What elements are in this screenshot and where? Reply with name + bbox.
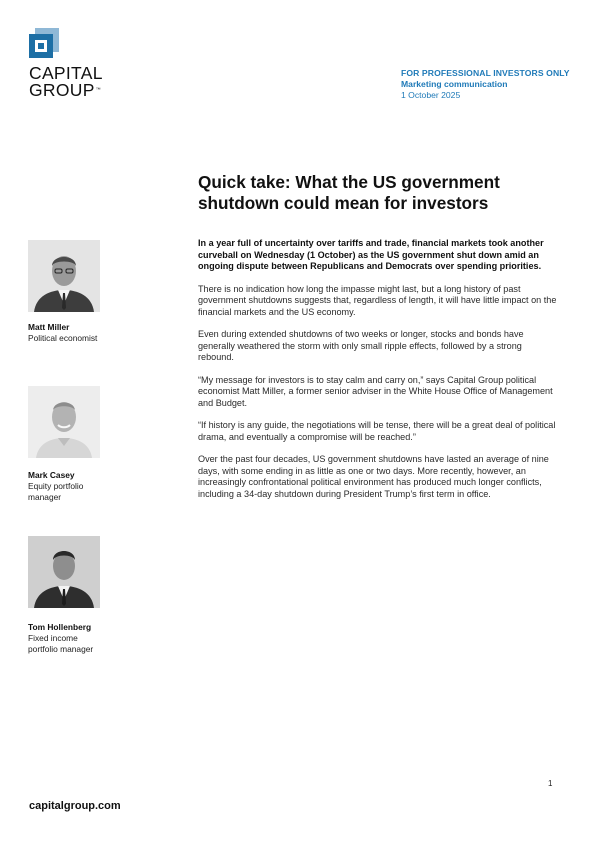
- author-role: Fixed income portfolio manager: [28, 633, 94, 654]
- portrait-icon: [28, 386, 100, 458]
- logo-mark-icon: [29, 28, 59, 58]
- portrait-icon: [28, 536, 100, 608]
- author-name: Mark Casey: [28, 470, 75, 480]
- logo-wordmark: [29, 65, 119, 99]
- author-card: [28, 536, 128, 655]
- author-card: [28, 386, 128, 503]
- author-role: Political economist: [28, 333, 98, 343]
- body-paragraph: There is no indication how long the impasse might last, but a long history of past government shutdowns suggests that, regardless of length, it will have little impact on the financial markets and the US economy.: [198, 283, 557, 317]
- author-role: Equity portfolio manager: [28, 481, 84, 502]
- body-paragraph: Even during extended shutdowns of two weeks or longer, stocks and bonds have generally weathered the storm with only small ripple effects, followed by a strong rebound.: [198, 329, 524, 362]
- audience-label: FOR PROFESSIONAL INVESTORS ONLY: [401, 68, 570, 78]
- trademark-symbol: ™: [95, 87, 101, 93]
- author-photo: [28, 386, 100, 458]
- author-card: [28, 240, 128, 344]
- body-paragraph: “If history is any guide, the negotiations will be tense, there will be a great deal of political drama, and eventually a compromise will be reached.”: [198, 420, 556, 442]
- body-paragraph: “My message for investors is to stay calm and carry on,” says Capital Group political economist Matt Miller, a former senior adviser in the White House Office of Management and Budget.: [198, 374, 553, 408]
- page-number: 1: [548, 779, 553, 788]
- body-paragraph: Over the past four decades, US government shutdowns have lasted an average of nine days, with some ending in as little as one or two days. More recently, however, an increasingly confrontational political environment has produced much longer conflicts, including a 34-day shutdown during President Trump’s first term in office.: [198, 454, 549, 499]
- author-name: Tom Hollenberg: [28, 622, 92, 632]
- capital-group-logo: [29, 28, 119, 99]
- author-photo: [28, 240, 100, 312]
- portrait-icon: [28, 240, 100, 312]
- article-body: [198, 238, 558, 511]
- article-title: Quick take: What the US government shutdown could mean for investors: [198, 172, 500, 213]
- publication-date: 1 October 2025: [401, 90, 461, 100]
- logo-line-1: CAPITAL: [29, 63, 103, 83]
- logo-line-2: GROUP: [29, 80, 95, 100]
- author-name: Matt Miller: [28, 322, 70, 332]
- author-photo: [28, 536, 100, 608]
- header-meta: [401, 68, 570, 101]
- lead-paragraph: In a year full of uncertainty over tariffs and trade, financial markets took another curveball on Wednesday (1 October) as the US government shut down amid an ongoing dispute between Republicans and Democrats over spending priorities.: [198, 238, 544, 271]
- communication-type: Marketing communication: [401, 79, 508, 89]
- website-link[interactable]: capitalgroup.com: [29, 800, 121, 812]
